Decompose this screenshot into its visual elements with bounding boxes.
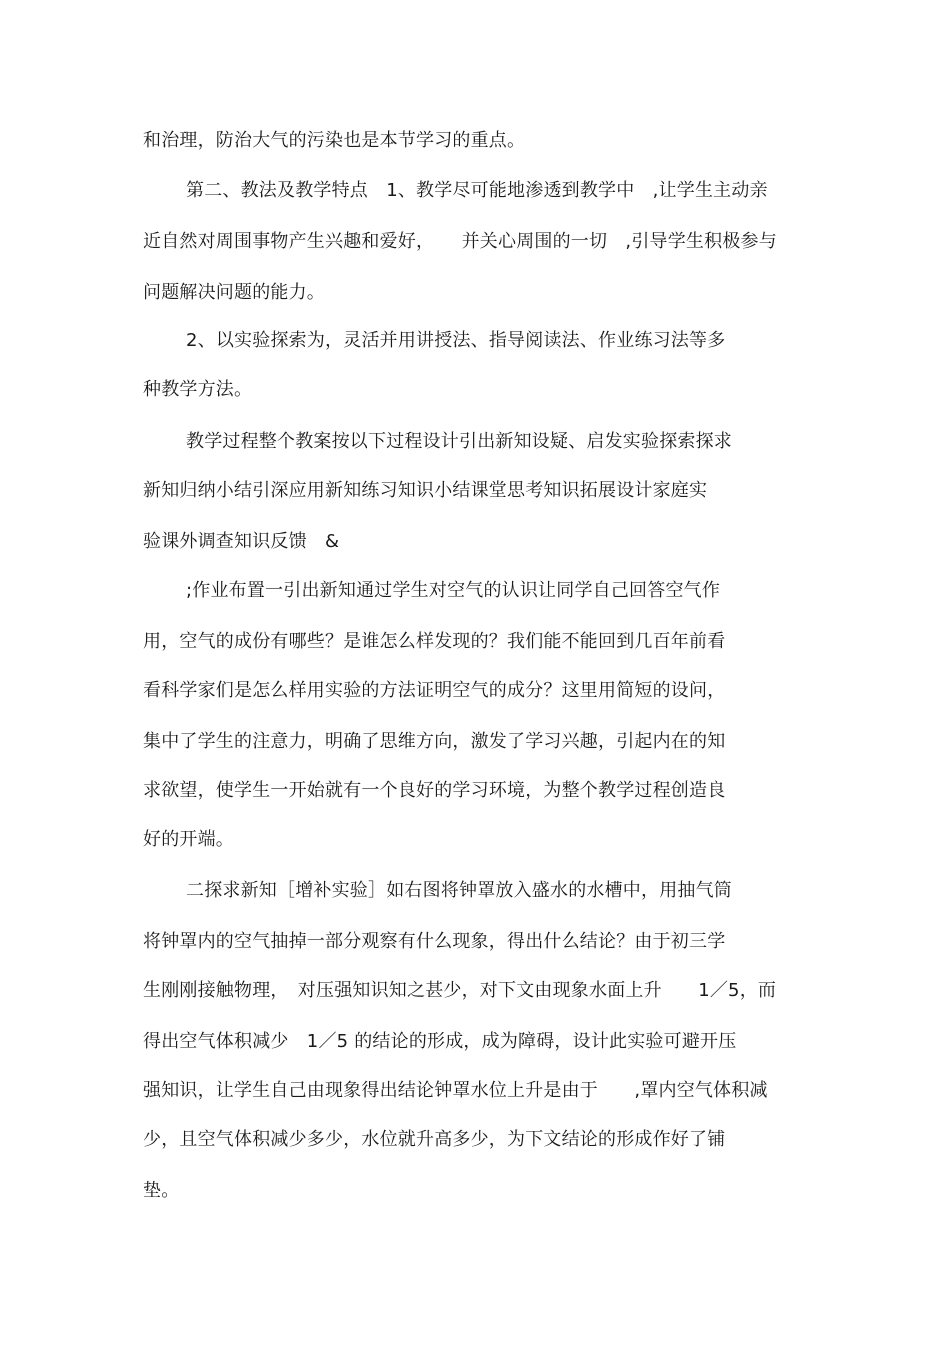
text-line: 集中了学生的注意力，明确了思维方向，激发了学习兴趣，引起内在的知 <box>143 731 726 752</box>
text-line: 和治理，防治大气的污染也是本节学习的重点。 <box>143 130 526 151</box>
text-line: 看科学家们是怎么样用实验的方法证明空气的成分？这里用简短的设问， <box>143 680 726 701</box>
text-line: 好的开端。 <box>143 829 234 850</box>
text-line: 问题解决问题的能力。 <box>143 282 325 303</box>
text-line: 得出空气体积减少 1／5 的结论的形成，成为障碍，设计此实验可避开压 <box>143 1031 737 1052</box>
text-line: 教学过程整个教案按以下过程设计引出新知设疑、启发实验探索探求 <box>186 431 732 452</box>
text-line: 将钟罩内的空气抽掉一部分观察有什么现象，得出什么结论？由于初三学 <box>143 931 726 952</box>
text-line: 求欲望，使学生一开始就有一个良好的学习环境，为整个教学过程创造良 <box>143 780 726 801</box>
text-line: 强知识，让学生自己由现象得出结论钟罩水位上升是由于 ,罩内空气体积减 <box>143 1080 768 1101</box>
text-line: 第二、教法及教学特点 1、教学尽可能地渗透到教学中 ,让学生主动亲 <box>186 180 768 201</box>
text-line: 新知归纳小结引深应用新知练习知识小结课堂思考知识拓展设计家庭实 <box>143 480 708 501</box>
text-line: 垫。 <box>143 1180 180 1201</box>
text-line: 生刚刚接触物理， 对压强知识知之甚少，对下文由现象水面上升 1／5，而 <box>143 980 777 1001</box>
text-line: 种教学方法。 <box>143 379 253 400</box>
text-line: 二探求新知［增补实验］如右图将钟罩放入盛水的水槽中，用抽气筒 <box>186 880 732 901</box>
text-line: 验课外调查知识反馈 & <box>143 531 340 552</box>
text-line: ;作业布置一引出新知通过学生对空气的认识让同学自己回答空气作 <box>186 580 721 601</box>
text-line: 2、以实验探索为，灵活并用讲授法、指导阅读法、作业练习法等多 <box>186 330 726 351</box>
text-line: 少，且空气体积减少多少，水位就升高多少，为下文结论的形成作好了铺 <box>143 1129 726 1150</box>
text-line: 近自然对周围事物产生兴趣和爱好， 并关心周围的一切 ,引导学生积极参与 <box>143 231 777 252</box>
text-line: 用，空气的成份有哪些？是谁怎么样发现的？我们能不能回到几百年前看 <box>143 631 726 652</box>
